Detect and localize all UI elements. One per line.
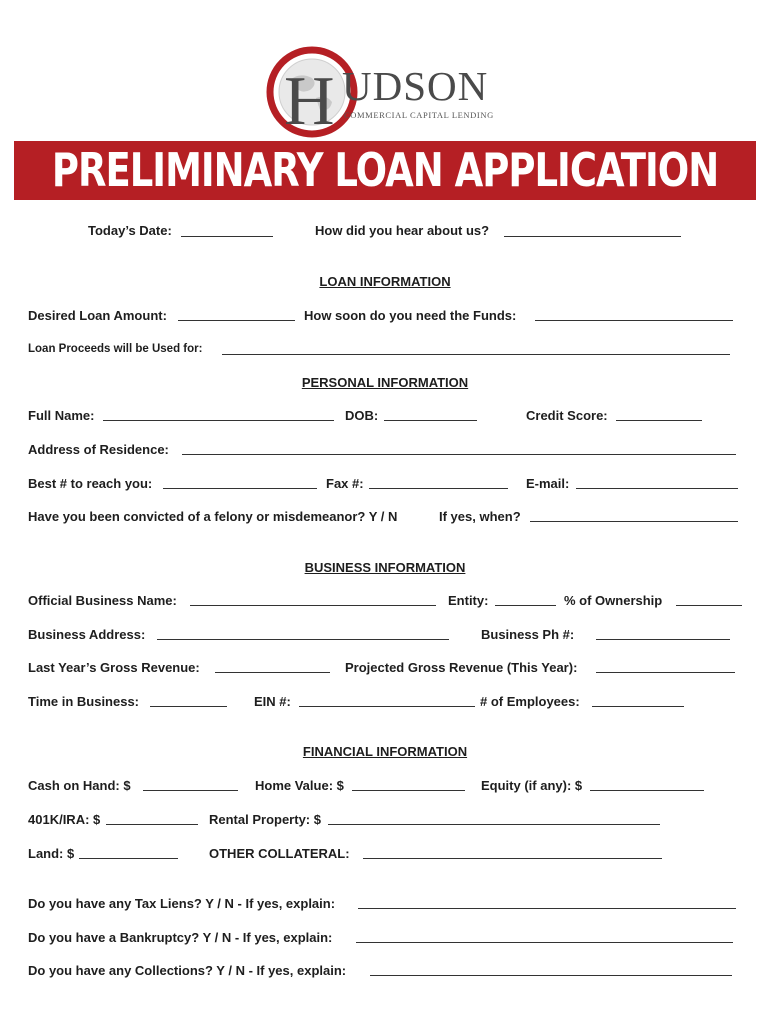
hear-about-field[interactable]: [504, 236, 681, 237]
last-year-revenue-field[interactable]: [215, 672, 330, 673]
tax-liens-label: Do you have any Tax Liens? Y / N - If yes, explain:: [28, 896, 336, 911]
equity-field[interactable]: [590, 790, 704, 791]
other-collateral-field[interactable]: [363, 858, 662, 859]
time-in-business-field[interactable]: [150, 706, 227, 707]
logo-tagline: COMMERCIAL CAPITAL LENDING: [344, 110, 494, 120]
credit-score-field[interactable]: [616, 420, 702, 421]
dob-label: DOB:: [345, 408, 379, 423]
home-value-field[interactable]: [352, 790, 465, 791]
projected-revenue-label: Projected Gross Revenue (This Year):: [345, 660, 578, 675]
ira-label: 401K/IRA: $: [28, 812, 101, 827]
email-field[interactable]: [576, 488, 738, 489]
employees-label: # of Employees:: [480, 694, 580, 709]
rental-property-field[interactable]: [328, 824, 660, 825]
loan-proceeds-field[interactable]: [222, 354, 730, 355]
todays-date-field[interactable]: [181, 236, 273, 237]
bankruptcy-label: Do you have a Bankruptcy? Y / N - If yes, explain:: [28, 930, 333, 945]
fax-field[interactable]: [369, 488, 508, 489]
ownership-field[interactable]: [676, 605, 742, 606]
cash-on-hand-label: Cash on Hand: $: [28, 778, 131, 793]
full-name-label: Full Name:: [28, 408, 95, 423]
business-phone-field[interactable]: [596, 639, 730, 640]
ein-label: EIN #:: [254, 694, 291, 709]
land-field[interactable]: [79, 858, 178, 859]
funds-timing-label: How soon do you need the Funds:: [304, 308, 517, 323]
felony-question-label: Have you been convicted of a felony or misdemeanor? Y / N: [28, 509, 398, 524]
financial-info-heading: FINANCIAL INFORMATION: [302, 744, 468, 759]
loan-info-heading: LOAN INFORMATION: [319, 274, 451, 289]
time-in-business-label: Time in Business:: [28, 694, 140, 709]
business-address-field[interactable]: [157, 639, 449, 640]
last-year-revenue-label: Last Year’s Gross Revenue:: [28, 660, 200, 675]
title-banner: [14, 141, 756, 200]
svg-text:H: H: [284, 63, 335, 140]
ownership-label: % of Ownership: [564, 593, 663, 608]
hear-about-label: How did you hear about us?: [315, 223, 490, 238]
company-logo: [262, 40, 502, 140]
collections-field[interactable]: [370, 975, 732, 976]
projected-revenue-field[interactable]: [596, 672, 735, 673]
todays-date-label: Today’s Date:: [88, 223, 172, 238]
credit-score-label: Credit Score:: [526, 408, 608, 423]
loan-proceeds-label: Loan Proceeds will be Used for:: [28, 343, 203, 355]
entity-field[interactable]: [495, 605, 556, 606]
dob-field[interactable]: [384, 420, 477, 421]
email-label: E-mail:: [526, 476, 570, 491]
business-name-label: Official Business Name:: [28, 593, 177, 608]
other-collateral-label: OTHER COLLATERAL:: [209, 846, 350, 861]
loan-amount-field[interactable]: [178, 320, 295, 321]
business-phone-label: Business Ph #:: [481, 627, 575, 642]
loan-amount-label: Desired Loan Amount:: [28, 308, 167, 323]
business-info-heading: BUSINESS INFORMATION: [304, 560, 466, 575]
entity-label: Entity:: [448, 593, 489, 608]
land-label: Land: $: [28, 846, 75, 861]
ein-field[interactable]: [299, 706, 475, 707]
funds-timing-field[interactable]: [535, 320, 733, 321]
fax-label: Fax #:: [326, 476, 364, 491]
equity-label: Equity (if any): $: [481, 778, 583, 793]
business-address-label: Business Address:: [28, 627, 146, 642]
home-value-label: Home Value: $: [255, 778, 344, 793]
rental-property-label: Rental Property: $: [209, 812, 321, 827]
collections-label: Do you have any Collections? Y / N - If yes, explain:: [28, 963, 347, 978]
best-number-field[interactable]: [163, 488, 317, 489]
tax-liens-field[interactable]: [358, 908, 736, 909]
cash-on-hand-field[interactable]: [143, 790, 238, 791]
felony-when-label: If yes, when?: [439, 509, 521, 524]
best-number-label: Best # to reach you:: [28, 476, 153, 491]
logo-brand-text: UDSON: [342, 63, 489, 109]
business-name-field[interactable]: [190, 605, 436, 606]
residence-address-label: Address of Residence:: [28, 442, 169, 457]
residence-address-field[interactable]: [182, 454, 736, 455]
employees-field[interactable]: [592, 706, 684, 707]
ira-field[interactable]: [106, 824, 198, 825]
personal-info-heading: PERSONAL INFORMATION: [301, 375, 469, 390]
felony-when-field[interactable]: [530, 521, 738, 522]
full-name-field[interactable]: [103, 420, 334, 421]
page-title: PRELIMINARY LOAN APPLICATION: [51, 143, 719, 198]
bankruptcy-field[interactable]: [356, 942, 733, 943]
